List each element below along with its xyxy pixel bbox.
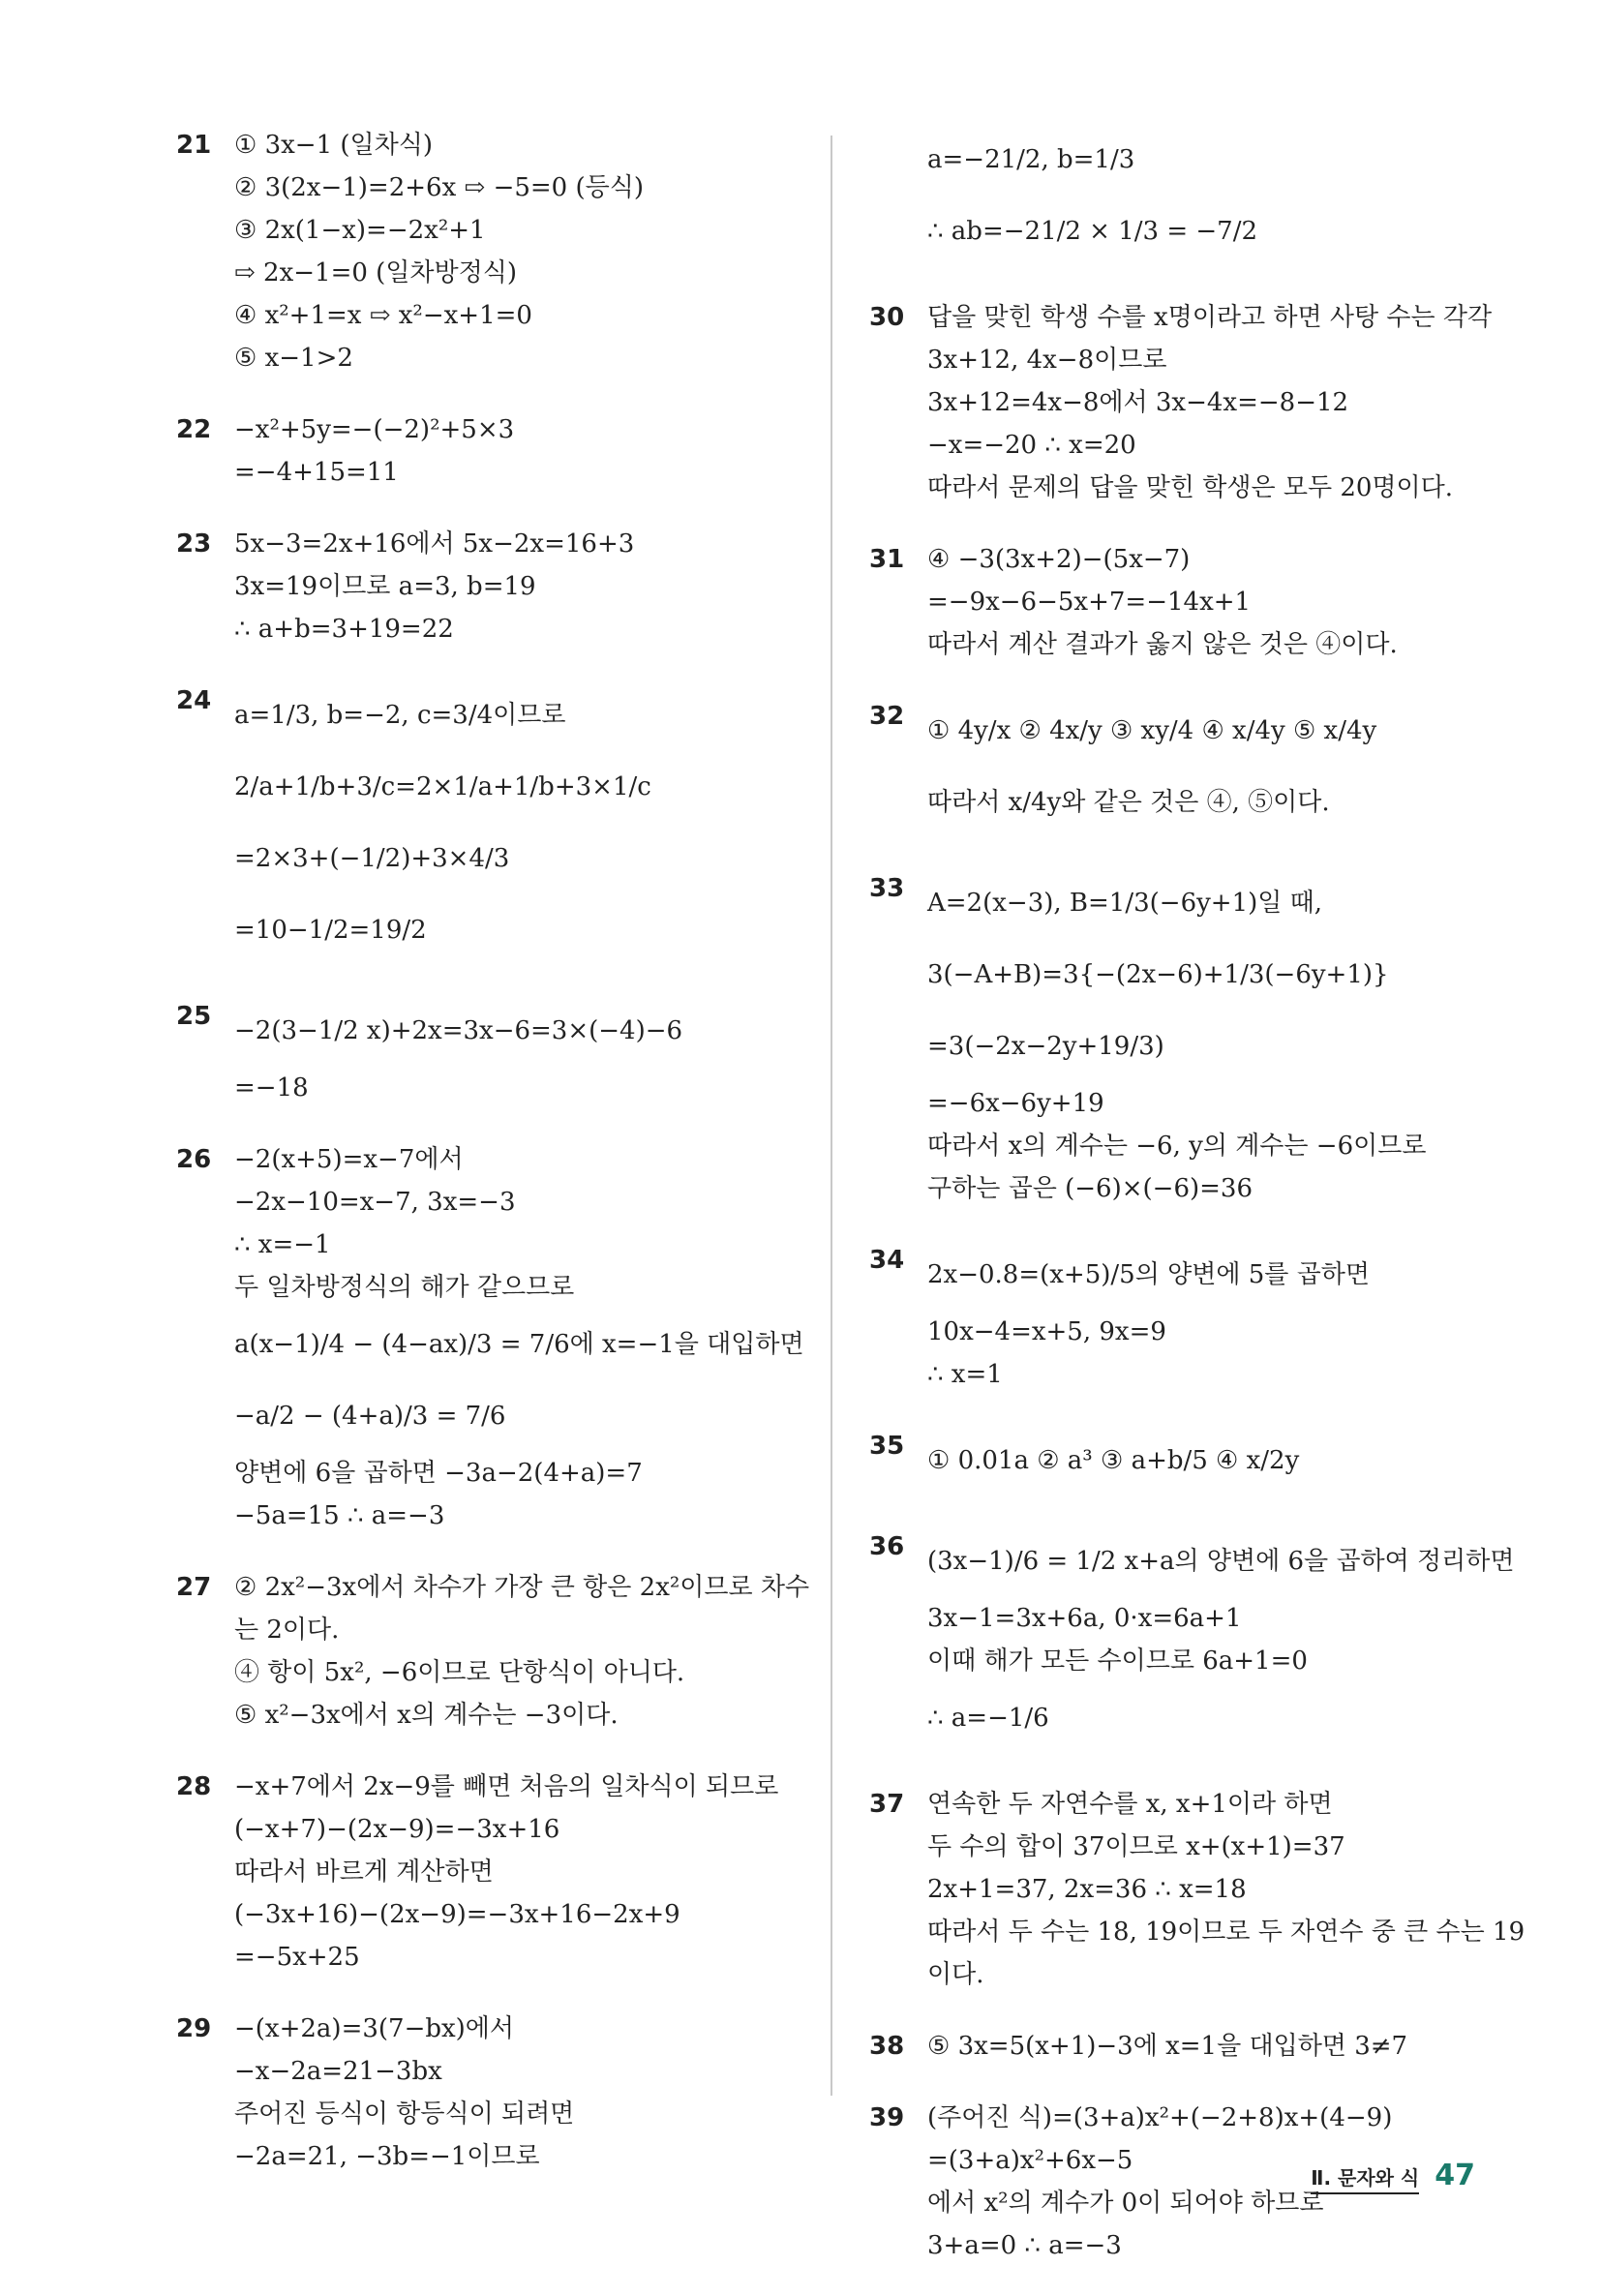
problem-solution (176, 2008, 815, 2178)
solution-line: ④ 항이 5x², −6이므로 단항식이 아니다. (234, 1658, 685, 1687)
solution-line: ⑤ 3x=5(x+1)−3에 x=1을 대입하면 3≠7 (927, 2032, 1408, 2061)
solution-line: 2x−0.8=(x+5)/5의 양변에 5를 곱하면 (927, 1260, 1370, 1289)
solution-line: 답을 맞힌 학생 수를 x명이라고 하면 사탕 수는 각각 (927, 303, 1493, 332)
solution-line: ③ 2x(1−x)=−2x²+1 (234, 216, 486, 245)
solution-line: 따라서 문제의 답을 맞힌 학생은 모두 20명이다. (927, 473, 1454, 502)
solution-line: 3x+12, 4x−8이므로 (927, 346, 1167, 375)
problem-number: 39 (869, 2103, 905, 2132)
problem-number: 32 (869, 702, 905, 731)
problem-number: 34 (869, 1246, 905, 1275)
solution-line: 양변에 6을 곱하면 −3a−2(4+a)=7 (234, 1459, 643, 1488)
solution-line: 는 2이다. (234, 1616, 340, 1645)
solution-line: −2a=21, −3b=−1이므로 (234, 2142, 540, 2171)
solution-line: =−4+15=11 (234, 458, 399, 487)
problem-solution (176, 523, 815, 650)
solution-line: 3+a=0 ∴ a=−3 (927, 2231, 1122, 2260)
problem-solution (869, 296, 1498, 509)
problem-number: 21 (176, 131, 212, 160)
solution-line: 2x+1=37, 2x=36 ∴ x=18 (927, 1875, 1247, 1904)
problem-solution (869, 538, 1498, 666)
problem-solution (869, 1425, 1498, 1496)
solution-line: 따라서 계산 결과가 옳지 않은 것은 ④이다. (927, 630, 1398, 659)
problem-solution (176, 124, 815, 379)
problem-solution (176, 1766, 815, 1979)
problem-solution (176, 1138, 815, 1537)
problem-solution (869, 1239, 1498, 1396)
solution-line: 3x−1=3x+6a, 0·x=6a+1 (927, 1604, 1242, 1633)
page-number: 47 (1435, 2159, 1475, 2192)
solution-line: ① 3x−1 (일차식) (234, 131, 434, 160)
solution-line: 10x−4=x+5, 9x=9 (927, 1317, 1166, 1346)
solution-line: 2/a+1/b+3/c=2×1/a+1/b+3×1/c (234, 772, 651, 801)
solution-line: ⑤ x−1>2 (234, 344, 353, 373)
solution-line: 따라서 x의 계수는 −6, y의 계수는 −6이므로 (927, 1132, 1427, 1161)
solution-line: −x=−20 ∴ x=20 (927, 431, 1136, 460)
solution-line: =(3+a)x²+6x−5 (927, 2146, 1133, 2175)
problem-solution (176, 1566, 815, 1737)
solution-line: ④ −3(3x+2)−(5x−7) (927, 545, 1191, 574)
problem-number: 30 (869, 303, 905, 332)
solution-line: −x²+5y=−(−2)²+5×3 (234, 415, 515, 444)
solution-line: =−6x−6y+19 (927, 1089, 1104, 1118)
problem-number: 35 (869, 1432, 905, 1461)
problem-solution (176, 995, 815, 1109)
solution-line: −(x+2a)=3(7−bx)에서 (234, 2014, 515, 2043)
solution-line: 에서 x²의 계수가 0이 되어야 하므로 (927, 2189, 1324, 2218)
solution-line: ∴ a+b=3+19=22 (234, 615, 454, 644)
solution-line: =3(−2x−2y+19/3) (927, 1032, 1164, 1061)
problem-solution (869, 1783, 1525, 1996)
solution-line: (−x+7)−(2x−9)=−3x+16 (234, 1815, 560, 1844)
solution-line: ② 3(2x−1)=2+6x ⇨ −5=0 (등식) (234, 173, 645, 202)
solution-line: −2(x+5)=x−7에서 (234, 1145, 464, 1174)
problem-number: 27 (176, 1573, 212, 1602)
section-label: Ⅱ. 문자와 식 (1311, 2162, 1419, 2194)
solution-line: ⇨ 2x−1=0 (일차방정식) (234, 258, 518, 287)
problem-number: 31 (869, 545, 905, 574)
solution-line: =2×3+(−1/2)+3×4/3 (234, 844, 510, 873)
problem-number: 33 (869, 874, 905, 903)
solution-line: −x−2a=21−3bx (234, 2057, 442, 2086)
problem-number: 38 (869, 2032, 905, 2061)
solution-line: ∴ x=1 (927, 1360, 1003, 1389)
solution-line: ① 4y/x ② 4x/y ③ xy/4 ④ x/4y ⑤ x/4y (927, 716, 1377, 745)
solution-line: 따라서 두 수는 18, 19이므로 두 자연수 중 큰 수는 19 (927, 1918, 1525, 1947)
solution-line: ① 0.01a ② a³ ③ a+b/5 ④ x/2y (927, 1446, 1300, 1475)
solution-line: ④ x²+1=x ⇨ x²−x+1=0 (234, 301, 532, 330)
problem-solution (869, 867, 1498, 1210)
solution-line: ∴ x=−1 (234, 1230, 331, 1259)
problem-number: 24 (176, 686, 212, 715)
solution-line: ② 2x²−3x에서 차수가 가장 큰 항은 2x²이므로 차수 (234, 1573, 810, 1602)
solution-line: −x+7에서 2x−9를 빼면 처음의 일차식이 되므로 (234, 1772, 779, 1801)
problem-number: 22 (176, 415, 212, 444)
solution-line: =10−1/2=19/2 (234, 916, 427, 945)
solution-line: 3(−A+B)=3{−(2x−6)+1/3(−6y+1)} (927, 960, 1389, 989)
solution-line: −2x−10=x−7, 3x=−3 (234, 1188, 516, 1217)
solution-line: =−9x−6−5x+7=−14x+1 (927, 588, 1252, 617)
solution-line: (3x−1)/6 = 1/2 x+a의 양변에 6을 곱하여 정리하면 (927, 1547, 1515, 1576)
solution-line: 두 일차방정식의 해가 같으므로 (234, 1273, 575, 1302)
solution-line: a(x−1)/4 − (4−ax)/3 = 7/6에 x=−1을 대입하면 (234, 1330, 804, 1359)
solution-line: ⑤ x²−3x에서 x의 계수는 −3이다. (234, 1701, 619, 1730)
problem-solution (176, 680, 815, 966)
solution-line: A=2(x−3), B=1/3(−6y+1)일 때, (927, 889, 1323, 918)
problem-number: 36 (869, 1532, 905, 1561)
problem-solution (869, 2025, 1498, 2068)
solution-line: =−18 (234, 1073, 309, 1103)
problem-solution (176, 408, 815, 494)
problem-number: 23 (176, 529, 212, 559)
solution-line: a=1/3, b=−2, c=3/4이므로 (234, 701, 566, 730)
problem-solution (869, 1526, 1515, 1754)
problem-number: 29 (176, 2014, 212, 2043)
solution-line: 3x+12=4x−8에서 3x−4x=−8−12 (927, 388, 1349, 417)
solution-line: 이때 해가 모든 수이므로 6a+1=0 (927, 1646, 1308, 1676)
solution-line: a=−21/2, b=1/3 (927, 145, 1135, 174)
problem-solution (869, 124, 1498, 267)
solution-line: 따라서 x/4y와 같은 것은 ④, ⑤이다. (927, 788, 1330, 817)
solution-line: −5a=15 ∴ a=−3 (234, 1501, 445, 1530)
solution-line: 3x=19이므로 a=3, b=19 (234, 572, 536, 601)
problem-number: 26 (176, 1145, 212, 1174)
solution-line: ∴ ab=−21/2 × 1/3 = −7/2 (927, 217, 1258, 246)
solution-line: =−5x+25 (234, 1943, 360, 1972)
solution-line: (−3x+16)−(2x−9)=−3x+16−2x+9 (234, 1900, 680, 1929)
solution-line: 따라서 바르게 계산하면 (234, 1858, 494, 1887)
problem-number: 28 (176, 1772, 212, 1801)
page-footer (1311, 2159, 1475, 2194)
solution-line: 5x−3=2x+16에서 5x−2x=16+3 (234, 529, 635, 559)
solution-line: 이다. (927, 1960, 984, 1989)
solution-line: 주어진 등식이 항등식이 되려면 (234, 2100, 575, 2129)
left-column (176, 124, 815, 2207)
problem-number: 25 (176, 1002, 212, 1031)
solution-line: 두 수의 합이 37이므로 x+(x+1)=37 (927, 1832, 1345, 1861)
solution-line: ∴ a=−1/6 (927, 1704, 1049, 1733)
solution-line: (주어진 식)=(3+a)x²+(−2+8)x+(4−9) (927, 2103, 1393, 2132)
problem-solution (869, 695, 1498, 838)
solution-line: −a/2 − (4+a)/3 = 7/6 (234, 1402, 506, 1431)
column-divider (831, 136, 832, 2096)
problem-number: 37 (869, 1790, 905, 1819)
right-column (869, 124, 1525, 2296)
solution-line: −2(3−1/2 x)+2x=3x−6=3×(−4)−6 (234, 1016, 683, 1045)
solution-line: 구하는 곱은 (−6)×(−6)=36 (927, 1174, 1253, 1203)
solution-line: 연속한 두 자연수를 x, x+1이라 하면 (927, 1790, 1333, 1819)
